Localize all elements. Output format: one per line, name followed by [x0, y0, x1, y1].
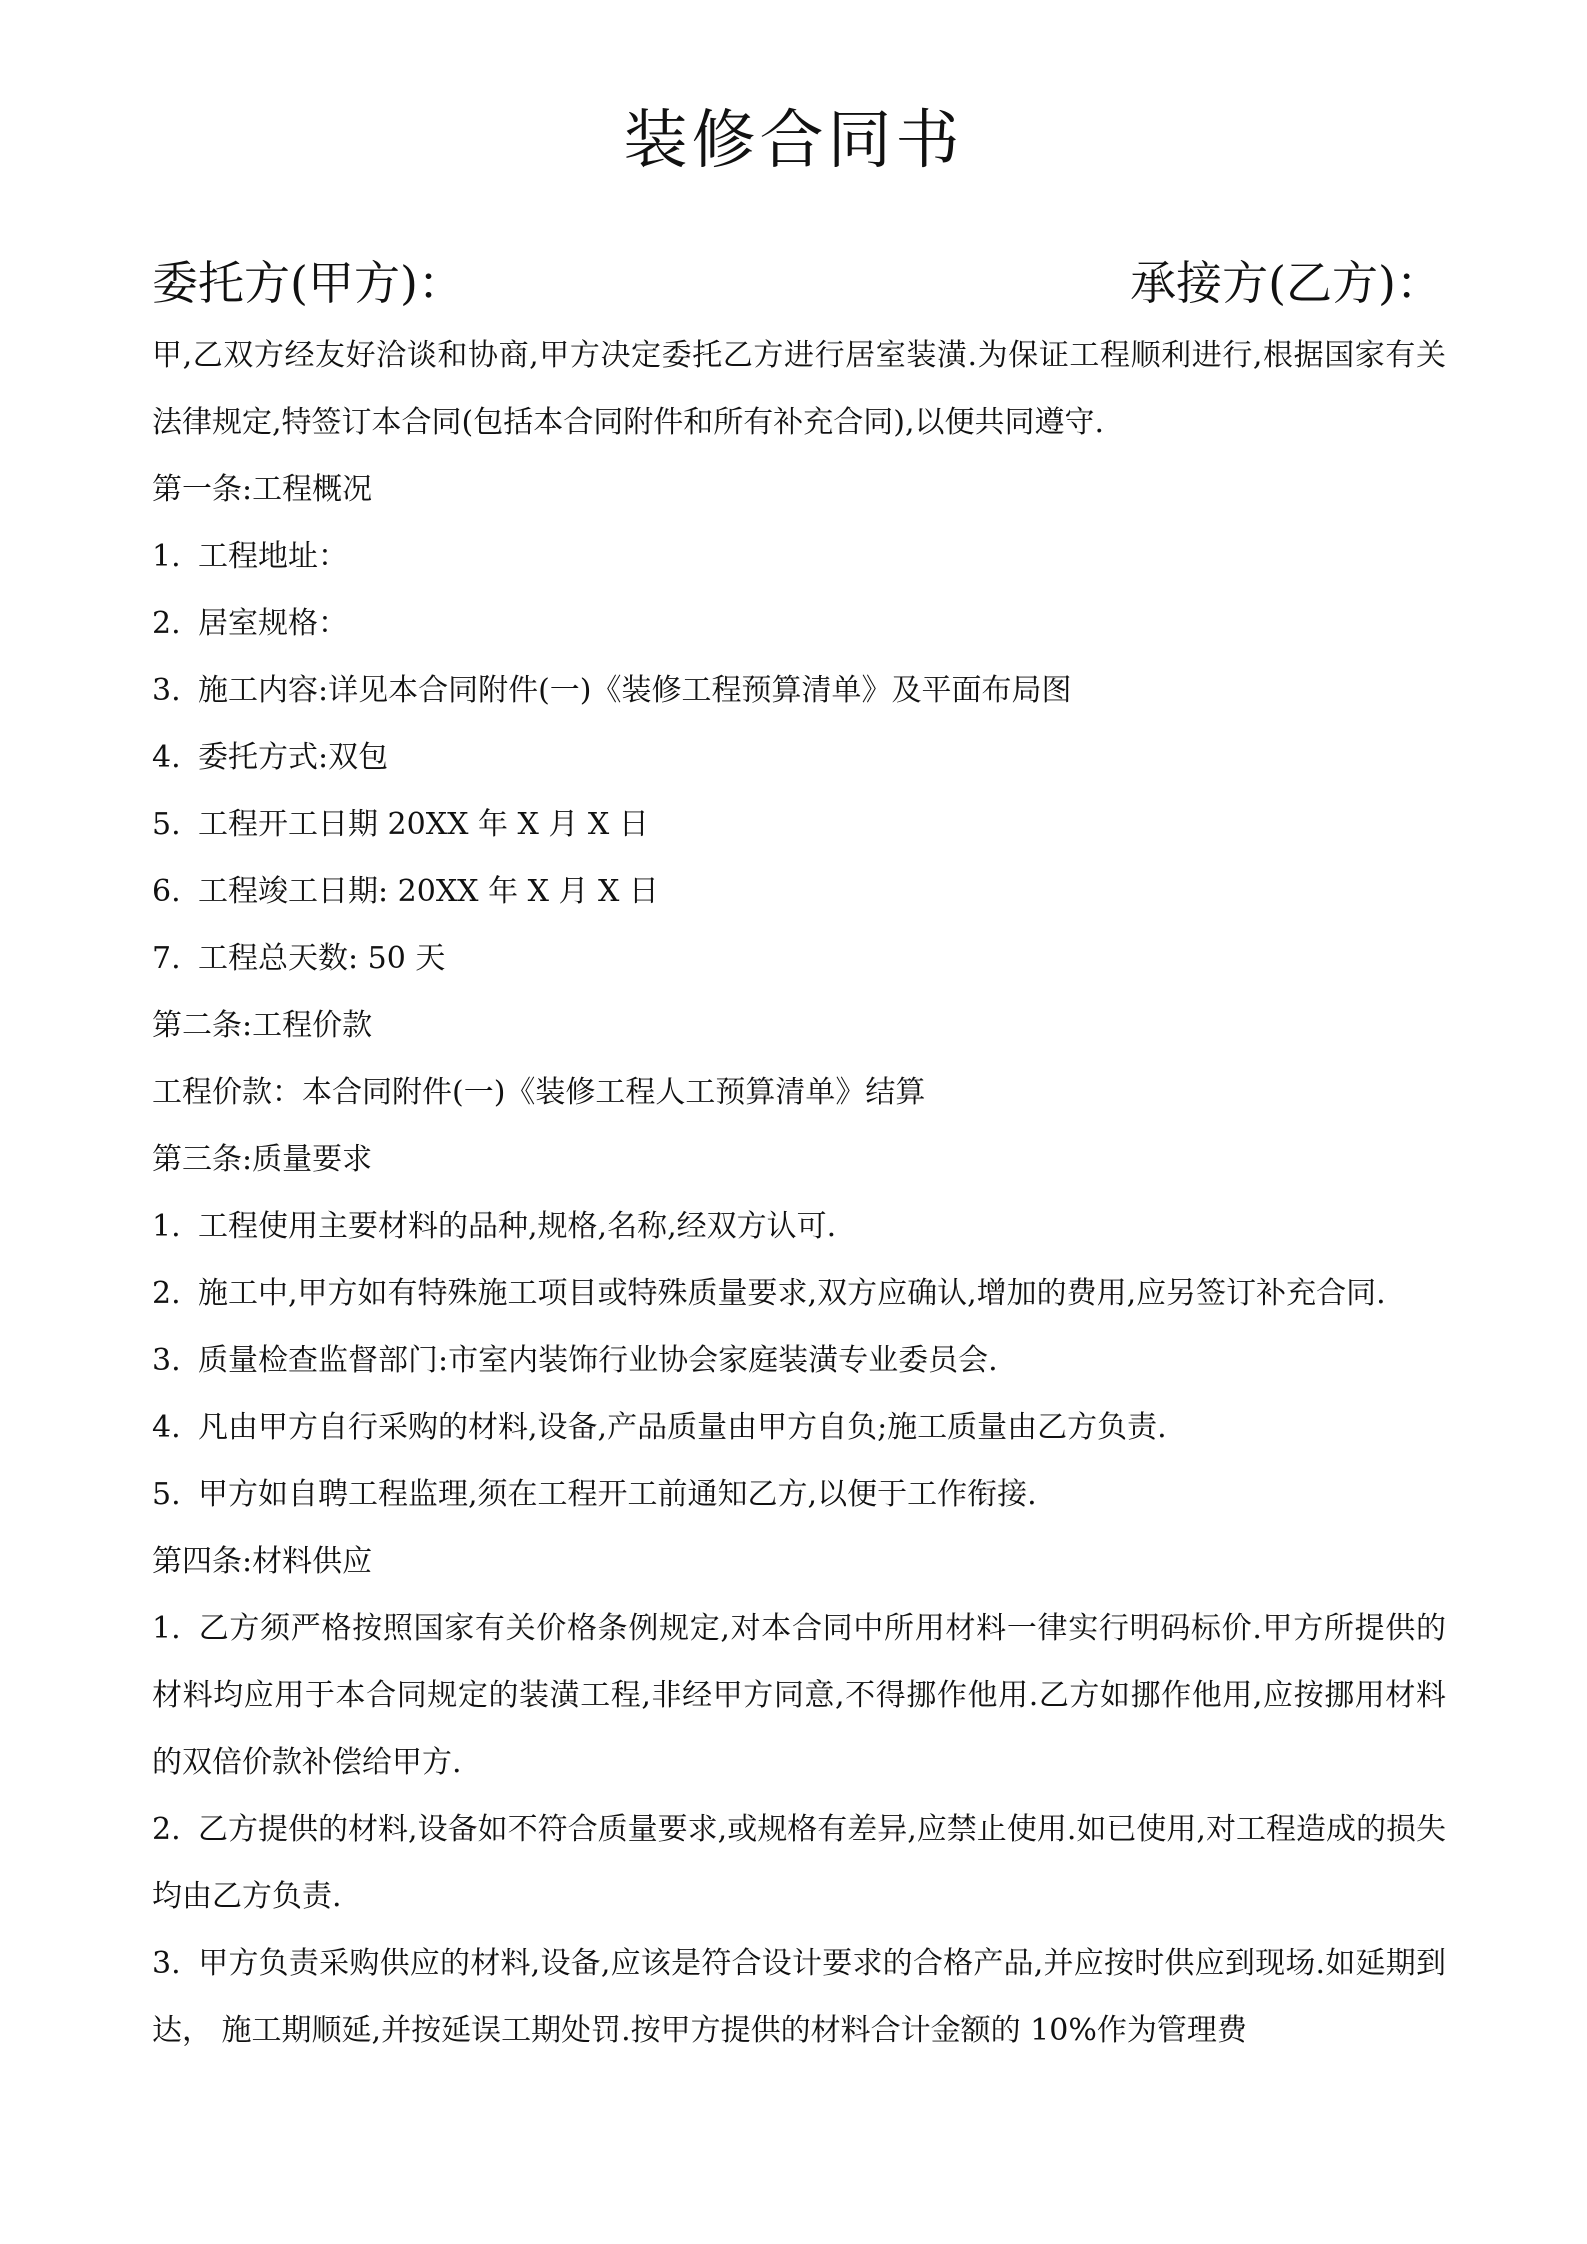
article3-item: [152, 1193, 1446, 1260]
article3-item: [152, 1260, 1446, 1327]
article4-item: [152, 1796, 1446, 1930]
intro-paragraph: 甲,乙双方经友好洽谈和协商,甲方决定委托乙方进行居室装潢.为保证工程顺利进行,根据国家有关法律规定,特签订本合同(包括本合同附件和所有补充合同),以便共同遵守.: [152, 338, 1446, 440]
item-text: 施工中,甲方如有特殊施工项目或特殊质量要求,双方应确认,增加的费用,应另签订补充合同.: [198, 1276, 1386, 1311]
item-text: 工程使用主要材料的品种,规格,名称,经双方认可.: [198, 1209, 837, 1244]
parties-row: [152, 248, 1442, 318]
item-text: 工程竣工日期: 20XX 年 X 月 X 日: [198, 874, 659, 909]
article1-item: [152, 925, 1446, 992]
contract-body: [152, 322, 1446, 2064]
item-number: 2.: [152, 1812, 181, 1847]
article3-item: [152, 1461, 1446, 1528]
article3-item: [152, 1327, 1446, 1394]
item-number: 3.: [152, 673, 181, 708]
item-text: 委托方式:双包: [198, 740, 389, 775]
article3-heading: 第三条:质量要求: [152, 1142, 373, 1177]
article4-item: [152, 1930, 1446, 2064]
item-text: 乙方须严格按照国家有关价格条例规定,对本合同中所用材料一律实行明码标价.甲方所提供的材料均应用于本合同规定的装潢工程,非经甲方同意,不得挪作他用.乙方如挪作他用,应按挪用材料的双倍价款补偿给甲方.: [152, 1611, 1446, 1780]
article1-item: [152, 590, 1446, 657]
item-number: 1.: [152, 1209, 181, 1244]
article2-heading: 第二条:工程价款: [152, 1008, 373, 1043]
article1-item: [152, 724, 1446, 791]
item-number: 5.: [152, 807, 181, 842]
article1-heading: 第一条:工程概况: [152, 472, 373, 507]
article4-item: [152, 1595, 1446, 1796]
article1-item: [152, 523, 1446, 590]
article1-item: [152, 657, 1446, 724]
article1-item: [152, 858, 1446, 925]
item-text: 乙方提供的材料,设备如不符合质量要求,或规格有差异,应禁止使用.如已使用,对工程造成的损失均由乙方负责.: [152, 1812, 1446, 1914]
item-text: 工程开工日期 20XX 年 X 月 X 日: [198, 807, 649, 842]
item-text: 凡由甲方自行采购的材料,设备,产品质量由甲方自负;施工质量由乙方负责.: [198, 1410, 1167, 1445]
item-number: 3.: [152, 1946, 181, 1981]
item-text: 施工内容:详见本合同附件(一)《装修工程预算清单》及平面布局图: [198, 673, 1072, 708]
item-number: 5.: [152, 1477, 181, 1512]
document-title: 装修合同书: [623, 104, 964, 178]
article2-text: 工程价款：本合同附件(一)《装修工程人工预算清单》结算: [152, 1075, 926, 1110]
article4-heading: 第四条:材料供应: [152, 1544, 373, 1579]
item-text: 居室规格：: [198, 606, 348, 641]
item-number: 2.: [152, 606, 181, 641]
item-number: 2.: [152, 1276, 181, 1311]
item-text: 工程地址：: [198, 539, 348, 574]
item-number: 7.: [152, 941, 181, 976]
item-number: 4.: [152, 1410, 181, 1445]
item-text: 甲方负责采购供应的材料,设备,应该是符合设计要求的合格产品,并应按时供应到现场.如延期到达， 施工期顺延,并按延误工期处罚.按甲方提供的材料合计金额的 10%作为管理费: [152, 1946, 1446, 2048]
party-b-label: 承接方(乙方)：: [1130, 256, 1442, 310]
item-number: 3.: [152, 1343, 181, 1378]
item-number: 4.: [152, 740, 181, 775]
item-text: 工程总天数: 50 天: [198, 941, 446, 976]
party-a-label: 委托方(甲方)：: [152, 256, 464, 310]
item-number: 1.: [152, 539, 181, 574]
article3-item: [152, 1394, 1446, 1461]
item-text: 质量检查监督部门:市室内装饰行业协会家庭装潢专业委员会.: [198, 1343, 998, 1378]
item-number: 1.: [152, 1611, 181, 1646]
article1-item: [152, 791, 1446, 858]
item-number: 6.: [152, 874, 181, 909]
item-text: 甲方如自聘工程监理,须在工程开工前通知乙方,以便于工作衔接.: [198, 1477, 1037, 1512]
